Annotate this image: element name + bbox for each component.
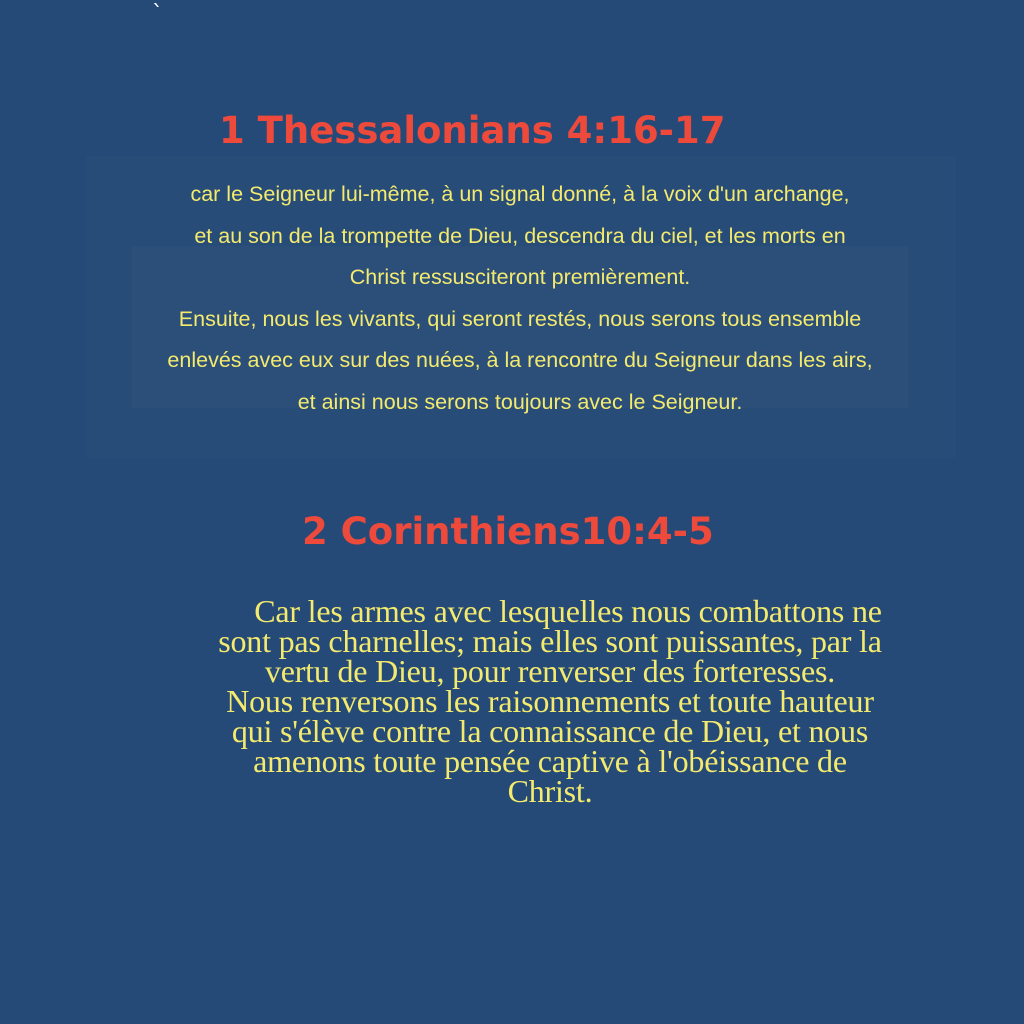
passage-2-line: Nous renversons les raisonnements et toute hauteur — [226, 683, 874, 719]
passage-2-line: vertu de Dieu, pour renverser des forteresses. — [264, 653, 836, 689]
passage-1-line: Ensuite, nous les vivants, qui seront restés, nous serons tous ensemble — [178, 306, 862, 331]
passage-2-line: Christ. — [507, 773, 593, 809]
passage-2-text — [90, 593, 1010, 809]
passage-1-line: enlevés avec eux sur des nuées, à la rencontre du Seigneur dans les airs, — [167, 348, 873, 372]
passage-2-line: amenons toute pensée captive à l'obéissance de — [253, 743, 847, 779]
passage-2-line: qui s'élève contre la connaissance de Dieu, et nous — [231, 713, 869, 749]
passage-2-line: Car les armes avec lesquelles nous combattons ne — [254, 593, 882, 629]
passage-1-reference: 1 Thessalonians 4:16-17 — [219, 109, 726, 152]
passage-1-line: car le Seigneur lui-même, à un signal donné, à la voix d'un archange, — [190, 182, 850, 206]
passage-1-text — [60, 174, 980, 423]
passage-2-reference: 2 Corinthiens10:4-5 — [302, 510, 714, 553]
passage-1-line: et ainsi nous serons toujours avec le Seigneur. — [297, 389, 743, 414]
passage-2-line: sont pas charnelles; mais elles sont puissantes, par la — [218, 623, 882, 659]
passage-1-line: et au son de la trompette de Dieu, descendra du ciel, et les morts en — [194, 223, 846, 248]
passage-1-line: Christ ressusciteront premièrement. — [349, 265, 691, 289]
backtick-mark: ` — [152, 2, 163, 27]
